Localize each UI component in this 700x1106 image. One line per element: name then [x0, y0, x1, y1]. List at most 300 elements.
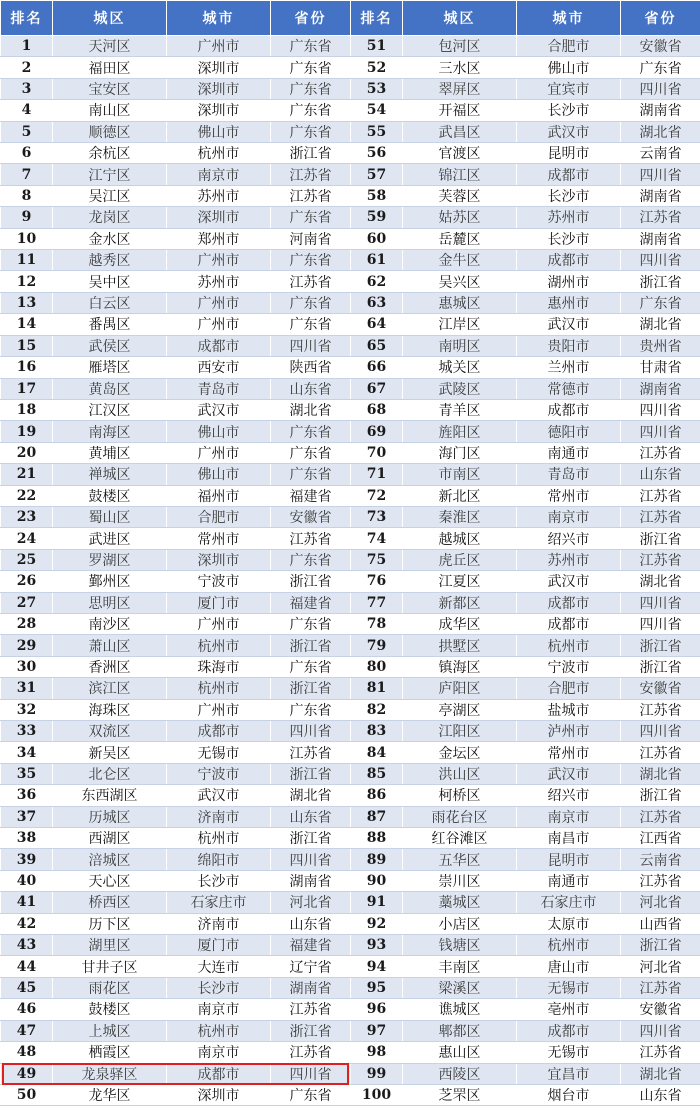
- cell-province: 江苏省: [621, 207, 700, 228]
- cell-province: 浙江省: [621, 935, 700, 956]
- cell-city: 南京市: [167, 999, 271, 1020]
- cell-rank: 74: [351, 528, 403, 549]
- table-row: [1, 806, 700, 827]
- cell-province: 安徽省: [271, 506, 351, 527]
- cell-city: 厦门市: [167, 592, 271, 613]
- cell-rank: 39: [1, 849, 53, 870]
- cell-city: 武汉市: [167, 399, 271, 420]
- cell-rank: 95: [351, 977, 403, 998]
- header-city-right: 城市: [517, 1, 621, 36]
- cell-district: 秦淮区: [403, 506, 517, 527]
- cell-city: 厦门市: [167, 935, 271, 956]
- table-row: [1, 742, 700, 763]
- table-row: [1, 892, 700, 913]
- cell-city: 常州市: [517, 742, 621, 763]
- cell-city: 无锡市: [167, 742, 271, 763]
- cell-city: 成都市: [517, 399, 621, 420]
- cell-city: 烟台市: [517, 1084, 621, 1105]
- cell-district: 柯桥区: [403, 785, 517, 806]
- cell-province: 福建省: [271, 485, 351, 506]
- cell-district: 吴中区: [53, 271, 167, 292]
- cell-district: 金水区: [53, 228, 167, 249]
- cell-province: 四川省: [271, 721, 351, 742]
- cell-district: 东西湖区: [53, 785, 167, 806]
- cell-district: 城关区: [403, 357, 517, 378]
- table-row: [1, 78, 700, 99]
- cell-city: 合肥市: [517, 36, 621, 57]
- cell-province: 四川省: [621, 592, 700, 613]
- cell-province: 湖北省: [621, 121, 700, 142]
- cell-rank: 52: [351, 57, 403, 78]
- cell-district: 龙岗区: [53, 207, 167, 228]
- cell-province: 广东省: [271, 421, 351, 442]
- cell-rank: 32: [1, 699, 53, 720]
- cell-province: 四川省: [271, 1063, 351, 1084]
- cell-district: 镇海区: [403, 656, 517, 677]
- cell-province: 四川省: [621, 421, 700, 442]
- cell-city: 合肥市: [517, 678, 621, 699]
- cell-province: 浙江省: [271, 763, 351, 784]
- table-body: [1, 36, 700, 1106]
- cell-district: 武昌区: [403, 121, 517, 142]
- cell-rank: 81: [351, 678, 403, 699]
- cell-city: 成都市: [517, 1020, 621, 1041]
- cell-province: 江苏省: [621, 742, 700, 763]
- cell-city: 杭州市: [517, 935, 621, 956]
- header-district-left: 城区: [53, 1, 167, 36]
- table-row: [1, 956, 700, 977]
- cell-rank: 71: [351, 464, 403, 485]
- cell-province: 广东省: [271, 57, 351, 78]
- cell-rank: 86: [351, 785, 403, 806]
- cell-rank: 76: [351, 571, 403, 592]
- cell-city: 杭州市: [167, 1020, 271, 1041]
- cell-province: 广东省: [271, 1084, 351, 1105]
- cell-district: 天河区: [53, 36, 167, 57]
- table-row: [1, 571, 700, 592]
- cell-rank: 58: [351, 185, 403, 206]
- cell-district: 开福区: [403, 100, 517, 121]
- header-district-right: 城区: [403, 1, 517, 36]
- cell-rank: 12: [1, 271, 53, 292]
- cell-province: 湖南省: [271, 977, 351, 998]
- cell-province: 浙江省: [271, 635, 351, 656]
- cell-province: 江苏省: [621, 699, 700, 720]
- cell-rank: 75: [351, 549, 403, 570]
- cell-city: 昆明市: [517, 143, 621, 164]
- table-row: [1, 635, 700, 656]
- cell-province: 河北省: [621, 892, 700, 913]
- cell-rank: 83: [351, 721, 403, 742]
- cell-district: 涪城区: [53, 849, 167, 870]
- cell-district: 龙华区: [53, 1084, 167, 1105]
- cell-rank: 45: [1, 977, 53, 998]
- cell-rank: 84: [351, 742, 403, 763]
- cell-city: 合肥市: [167, 506, 271, 527]
- cell-district: 西陵区: [403, 1063, 517, 1084]
- cell-rank: 40: [1, 870, 53, 891]
- cell-rank: 85: [351, 763, 403, 784]
- cell-district: 栖霞区: [53, 1042, 167, 1063]
- cell-rank: 14: [1, 314, 53, 335]
- cell-city: 泸州市: [517, 721, 621, 742]
- cell-province: 江苏省: [271, 528, 351, 549]
- cell-rank: 37: [1, 806, 53, 827]
- cell-city: 武汉市: [167, 785, 271, 806]
- cell-province: 广东省: [271, 100, 351, 121]
- header-rank-right: 排名: [351, 1, 403, 36]
- cell-rank: 54: [351, 100, 403, 121]
- table-row: [1, 357, 700, 378]
- cell-district: 滨江区: [53, 678, 167, 699]
- cell-province: 山西省: [621, 913, 700, 934]
- cell-province: 湖南省: [621, 185, 700, 206]
- cell-district: 旌阳区: [403, 421, 517, 442]
- cell-district: 市南区: [403, 464, 517, 485]
- cell-province: 陕西省: [271, 357, 351, 378]
- table-row: [1, 399, 700, 420]
- cell-city: 广州市: [167, 36, 271, 57]
- cell-province: 江苏省: [621, 485, 700, 506]
- cell-rank: 28: [1, 613, 53, 634]
- cell-district: 鼓楼区: [53, 485, 167, 506]
- cell-district: 罗湖区: [53, 549, 167, 570]
- cell-city: 济南市: [167, 806, 271, 827]
- cell-rank: 7: [1, 164, 53, 185]
- cell-province: 湖南省: [271, 870, 351, 891]
- cell-city: 南京市: [167, 1042, 271, 1063]
- cell-district: 越秀区: [53, 250, 167, 271]
- cell-city: 长沙市: [167, 977, 271, 998]
- cell-district: 新都区: [403, 592, 517, 613]
- cell-rank: 67: [351, 378, 403, 399]
- cell-rank: 77: [351, 592, 403, 613]
- cell-province: 江苏省: [271, 999, 351, 1020]
- cell-rank: 43: [1, 935, 53, 956]
- cell-district: 历城区: [53, 806, 167, 827]
- cell-province: 广东省: [271, 314, 351, 335]
- cell-rank: 88: [351, 828, 403, 849]
- cell-rank: 11: [1, 250, 53, 271]
- cell-city: 大连市: [167, 956, 271, 977]
- cell-province: 山东省: [621, 464, 700, 485]
- cell-city: 深圳市: [167, 549, 271, 570]
- cell-city: 贵阳市: [517, 335, 621, 356]
- cell-province: 江苏省: [621, 549, 700, 570]
- cell-district: 江夏区: [403, 571, 517, 592]
- table-row: [1, 464, 700, 485]
- table-row: [1, 1042, 700, 1063]
- table-row: [1, 785, 700, 806]
- table-row: [1, 100, 700, 121]
- header-city-left: 城市: [167, 1, 271, 36]
- cell-city: 南京市: [517, 506, 621, 527]
- cell-city: 成都市: [517, 164, 621, 185]
- table-row: [1, 549, 700, 570]
- cell-district: 海门区: [403, 442, 517, 463]
- cell-city: 唐山市: [517, 956, 621, 977]
- cell-province: 广东省: [621, 292, 700, 313]
- cell-province: 山东省: [621, 1084, 700, 1105]
- table-row: [1, 314, 700, 335]
- cell-province: 湖北省: [621, 763, 700, 784]
- table-row: [1, 335, 700, 356]
- cell-city: 广州市: [167, 250, 271, 271]
- table-row: [1, 977, 700, 998]
- cell-province: 四川省: [271, 335, 351, 356]
- cell-province: 浙江省: [621, 635, 700, 656]
- cell-rank: 31: [1, 678, 53, 699]
- cell-district: 历下区: [53, 913, 167, 934]
- cell-district: 锦江区: [403, 164, 517, 185]
- cell-province: 江苏省: [621, 870, 700, 891]
- cell-rank: 94: [351, 956, 403, 977]
- cell-city: 湖州市: [517, 271, 621, 292]
- cell-province: 安徽省: [621, 678, 700, 699]
- cell-city: 无锡市: [517, 1042, 621, 1063]
- cell-district: 钱塘区: [403, 935, 517, 956]
- cell-city: 绍兴市: [517, 528, 621, 549]
- cell-district: 鄞州区: [53, 571, 167, 592]
- cell-province: 甘肃省: [621, 357, 700, 378]
- cell-district: 白云区: [53, 292, 167, 313]
- cell-rank: 96: [351, 999, 403, 1020]
- cell-district: 江汉区: [53, 399, 167, 420]
- table-row: [1, 999, 700, 1020]
- cell-province: 江苏省: [621, 442, 700, 463]
- cell-city: 南通市: [517, 442, 621, 463]
- table-row: [1, 592, 700, 613]
- cell-city: 广州市: [167, 314, 271, 335]
- cell-province: 山东省: [271, 806, 351, 827]
- cell-district: 越城区: [403, 528, 517, 549]
- cell-city: 无锡市: [517, 977, 621, 998]
- cell-rank: 69: [351, 421, 403, 442]
- cell-province: 江苏省: [271, 185, 351, 206]
- cell-city: 深圳市: [167, 1084, 271, 1105]
- cell-city: 成都市: [517, 250, 621, 271]
- cell-rank: 30: [1, 656, 53, 677]
- cell-district: 小店区: [403, 913, 517, 934]
- cell-province: 湖北省: [621, 314, 700, 335]
- cell-district: 金坛区: [403, 742, 517, 763]
- cell-rank: 64: [351, 314, 403, 335]
- cell-district: 天心区: [53, 870, 167, 891]
- cell-rank: 50: [1, 1084, 53, 1105]
- cell-province: 广东省: [271, 121, 351, 142]
- cell-rank: 36: [1, 785, 53, 806]
- cell-rank: 38: [1, 828, 53, 849]
- cell-district: 成华区: [403, 613, 517, 634]
- cell-rank: 25: [1, 549, 53, 570]
- cell-district: 芙蓉区: [403, 185, 517, 206]
- cell-province: 广东省: [271, 250, 351, 271]
- cell-rank: 63: [351, 292, 403, 313]
- cell-city: 深圳市: [167, 207, 271, 228]
- cell-district: 西湖区: [53, 828, 167, 849]
- cell-rank: 49: [1, 1063, 53, 1084]
- table-row: [1, 913, 700, 934]
- cell-district: 海珠区: [53, 699, 167, 720]
- header-row: [1, 1, 700, 36]
- cell-city: 成都市: [167, 1063, 271, 1084]
- table-row: [1, 613, 700, 634]
- cell-city: 西安市: [167, 357, 271, 378]
- cell-city: 杭州市: [167, 143, 271, 164]
- cell-province: 浙江省: [271, 678, 351, 699]
- cell-district: 双流区: [53, 721, 167, 742]
- cell-district: 红谷滩区: [403, 828, 517, 849]
- cell-province: 辽宁省: [271, 956, 351, 977]
- cell-rank: 92: [351, 913, 403, 934]
- cell-district: 翠屏区: [403, 78, 517, 99]
- cell-rank: 66: [351, 357, 403, 378]
- cell-rank: 80: [351, 656, 403, 677]
- table-header: [1, 1, 700, 36]
- cell-district: 思明区: [53, 592, 167, 613]
- cell-rank: 59: [351, 207, 403, 228]
- cell-district: 新北区: [403, 485, 517, 506]
- cell-district: 湖里区: [53, 935, 167, 956]
- cell-province: 浙江省: [271, 571, 351, 592]
- cell-rank: 72: [351, 485, 403, 506]
- cell-city: 长沙市: [517, 228, 621, 249]
- cell-city: 德阳市: [517, 421, 621, 442]
- table-row: [1, 1063, 700, 1084]
- cell-district: 上城区: [53, 1020, 167, 1041]
- cell-province: 江苏省: [271, 1042, 351, 1063]
- cell-rank: 46: [1, 999, 53, 1020]
- cell-province: 河北省: [621, 956, 700, 977]
- table-row: [1, 185, 700, 206]
- cell-rank: 10: [1, 228, 53, 249]
- cell-province: 江苏省: [271, 164, 351, 185]
- cell-rank: 13: [1, 292, 53, 313]
- cell-district: 桥西区: [53, 892, 167, 913]
- cell-district: 黄岛区: [53, 378, 167, 399]
- cell-rank: 97: [351, 1020, 403, 1041]
- cell-rank: 15: [1, 335, 53, 356]
- cell-district: 鼓楼区: [53, 999, 167, 1020]
- cell-city: 佛山市: [517, 57, 621, 78]
- cell-province: 湖南省: [621, 100, 700, 121]
- cell-rank: 22: [1, 485, 53, 506]
- table-row: [1, 506, 700, 527]
- cell-province: 广东省: [271, 656, 351, 677]
- header-province-right: 省份: [621, 1, 700, 36]
- cell-city: 武汉市: [517, 571, 621, 592]
- cell-province: 云南省: [621, 143, 700, 164]
- cell-city: 常德市: [517, 378, 621, 399]
- cell-city: 杭州市: [517, 635, 621, 656]
- cell-city: 太原市: [517, 913, 621, 934]
- cell-rank: 42: [1, 913, 53, 934]
- cell-city: 成都市: [167, 335, 271, 356]
- cell-rank: 78: [351, 613, 403, 634]
- cell-province: 山东省: [271, 378, 351, 399]
- cell-district: 金牛区: [403, 250, 517, 271]
- cell-province: 广东省: [271, 442, 351, 463]
- cell-rank: 93: [351, 935, 403, 956]
- cell-city: 惠州市: [517, 292, 621, 313]
- cell-city: 苏州市: [517, 207, 621, 228]
- cell-district: 三水区: [403, 57, 517, 78]
- cell-district: 郫都区: [403, 1020, 517, 1041]
- cell-district: 禅城区: [53, 464, 167, 485]
- cell-rank: 99: [351, 1063, 403, 1084]
- cell-province: 湖北省: [621, 571, 700, 592]
- table-row: [1, 678, 700, 699]
- cell-district: 武进区: [53, 528, 167, 549]
- cell-district: 南海区: [53, 421, 167, 442]
- cell-rank: 56: [351, 143, 403, 164]
- table-row: [1, 656, 700, 677]
- cell-district: 谯城区: [403, 999, 517, 1020]
- cell-rank: 21: [1, 464, 53, 485]
- cell-district: 拱墅区: [403, 635, 517, 656]
- cell-rank: 33: [1, 721, 53, 742]
- table-row: [1, 485, 700, 506]
- table-row: [1, 378, 700, 399]
- cell-district: 五华区: [403, 849, 517, 870]
- cell-province: 江西省: [621, 828, 700, 849]
- table-row: [1, 228, 700, 249]
- cell-province: 湖北省: [271, 399, 351, 420]
- cell-district: 南山区: [53, 100, 167, 121]
- cell-district: 顺德区: [53, 121, 167, 142]
- cell-district: 南明区: [403, 335, 517, 356]
- cell-city: 宁波市: [517, 656, 621, 677]
- cell-province: 广东省: [271, 549, 351, 570]
- cell-district: 黄埔区: [53, 442, 167, 463]
- cell-rank: 44: [1, 956, 53, 977]
- cell-province: 河北省: [271, 892, 351, 913]
- cell-province: 江苏省: [621, 1042, 700, 1063]
- cell-city: 宁波市: [167, 763, 271, 784]
- cell-district: 江岸区: [403, 314, 517, 335]
- cell-rank: 98: [351, 1042, 403, 1063]
- cell-city: 广州市: [167, 292, 271, 313]
- cell-rank: 29: [1, 635, 53, 656]
- table-row: [1, 828, 700, 849]
- cell-district: 番禺区: [53, 314, 167, 335]
- cell-district: 江阳区: [403, 721, 517, 742]
- cell-province: 四川省: [621, 399, 700, 420]
- cell-rank: 23: [1, 506, 53, 527]
- cell-province: 四川省: [621, 164, 700, 185]
- cell-rank: 26: [1, 571, 53, 592]
- cell-province: 湖北省: [621, 1063, 700, 1084]
- cell-city: 武汉市: [517, 763, 621, 784]
- cell-district: 龙泉驿区: [53, 1063, 167, 1084]
- cell-district: 武陵区: [403, 378, 517, 399]
- cell-city: 兰州市: [517, 357, 621, 378]
- cell-city: 成都市: [517, 592, 621, 613]
- cell-district: 宝安区: [53, 78, 167, 99]
- cell-province: 安徽省: [621, 36, 700, 57]
- cell-city: 绍兴市: [517, 785, 621, 806]
- cell-district: 雨花区: [53, 977, 167, 998]
- cell-city: 南京市: [517, 806, 621, 827]
- cell-province: 四川省: [621, 1020, 700, 1041]
- cell-city: 昆明市: [517, 849, 621, 870]
- cell-district: 新吴区: [53, 742, 167, 763]
- cell-city: 南京市: [167, 164, 271, 185]
- cell-district: 藁城区: [403, 892, 517, 913]
- cell-province: 浙江省: [271, 1020, 351, 1041]
- table-row: [1, 164, 700, 185]
- cell-rank: 82: [351, 699, 403, 720]
